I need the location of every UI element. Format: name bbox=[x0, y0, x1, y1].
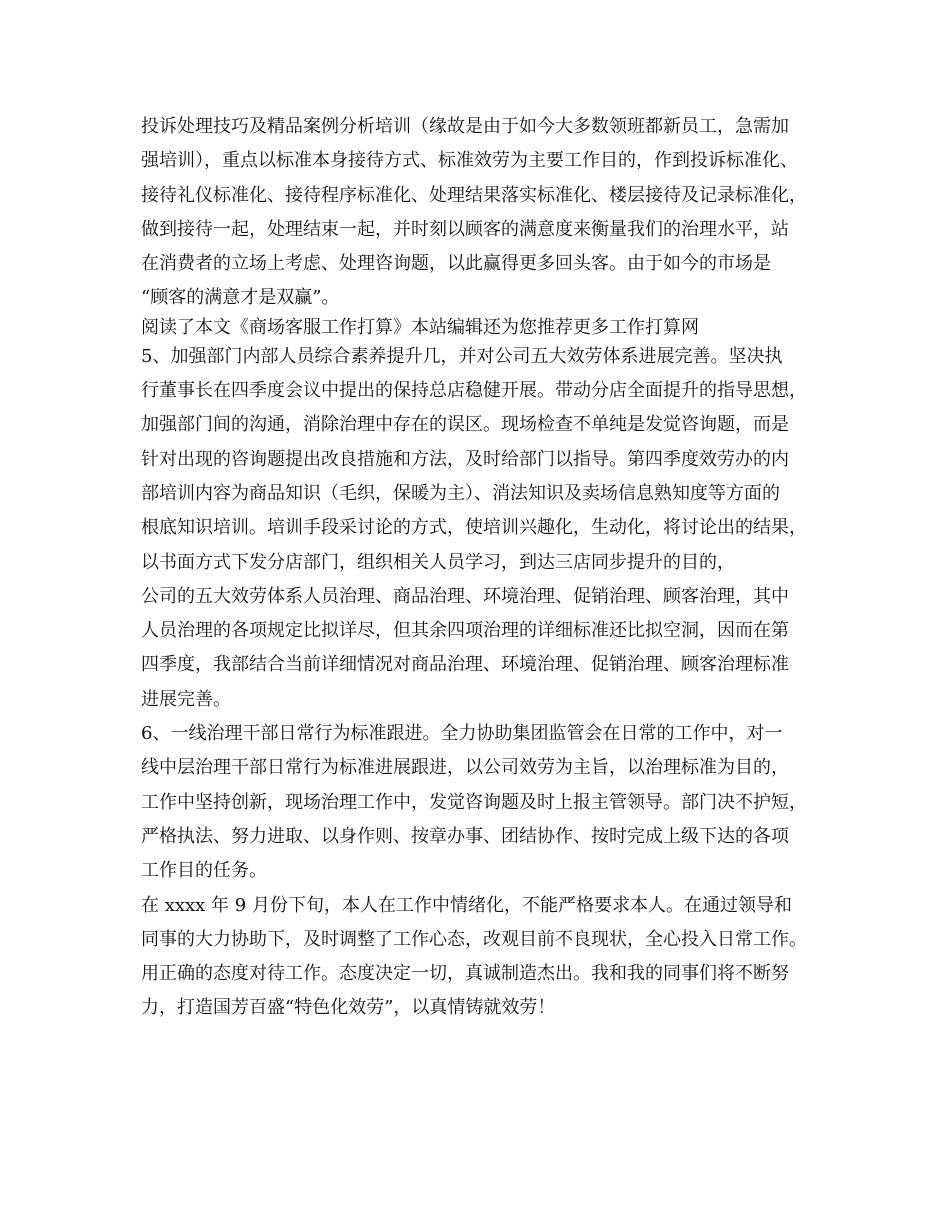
text-line: 人员治理的各项规定比拟详尽，但其余四项治理的详细标准还比拟空洞，因而在第 bbox=[141, 620, 789, 642]
text-line: 线中层治理干部日常行为标准进展跟进，以公司效劳为主旨，以治理标准为目的， bbox=[141, 757, 789, 779]
text-line: “顾客的满意才是双赢”。 bbox=[141, 287, 340, 309]
text-line: 阅读了本文《商场客服工作打算》本站编辑还为您推荐更多工作打算网 bbox=[141, 316, 699, 338]
text-line: 行董事长在四季度会议中提出的保持总店稳健开展。带动分店全面提升的指导思想， bbox=[141, 380, 807, 402]
text-line: 6、一线治理干部日常行为标准跟进。全力协助集团监管会在日常的工作中，对一 bbox=[141, 723, 783, 745]
text-line: 工作目的任务。 bbox=[141, 860, 267, 882]
text-line: 部培训内容为商品知识（毛织，保暖为主）、消法知识及卖场信息熟知度等方面的 bbox=[141, 482, 780, 504]
text-line: 接待礼仪标准化、接待程序标准化、处理结果落实标准化、楼层接待及记录标准化， bbox=[141, 184, 807, 206]
text-line: 强培训），重点以标准本身接待方式、标准效劳为主要工作目的，作到投诉标准化、 bbox=[141, 150, 798, 172]
text-line: 公司的五大效劳体系人员治理、商品治理、环境治理、促销治理、顾客治理，其中 bbox=[141, 585, 789, 607]
text-line: 投诉处理技巧及精品案例分析培训（缘故是由于如今大多数领班都新员工，急需加 bbox=[141, 116, 789, 137]
document-body bbox=[141, 110, 831, 1026]
text-line: 5、加强部门内部人员综合素养提升几，并对公司五大效劳体系进展完善。坚决执 bbox=[141, 345, 783, 367]
text-line: 在 xxxx 年 9 月份下旬，本人在工作中情绪化，不能严格要求本人。在通过领导和 bbox=[141, 894, 792, 916]
text-line: 进展完善。 bbox=[141, 688, 231, 710]
text-line: 针对出现的咨询题提出改良措施和方法，及时给部门以指导。第四季度效劳办的内 bbox=[141, 448, 789, 470]
text-line: 严格执法、努力进取、以身作则、按章办事、团结协作、按时完成上级下达的各项 bbox=[141, 825, 789, 847]
text-line: 在消费者的立场上考虑、处理咨询题，以此赢得更多回头客。由于如今的市场是 bbox=[141, 253, 771, 275]
text-line: 四季度，我部结合当前详细情况对商品治理、环境治理、促销治理、顾客治理标准 bbox=[141, 654, 789, 676]
text-line: 根底知识培训。培训手段采讨论的方式，使培训兴趣化，生动化，将讨论出的结果， bbox=[141, 517, 807, 539]
text-line: 力，打造国芳百盛“特色化效劳”，以真情铸就效劳！ bbox=[141, 997, 556, 1019]
text-line: 以书面方式下发分店部门，组织相关人员学习，到达三店同步提升的目的， bbox=[141, 551, 735, 573]
text-line: 工作中坚持创新，现场治理工作中，发觉咨询题及时上报主管领导。部门决不护短， bbox=[141, 791, 807, 813]
text-line: 加强部门间的沟通，消除治理中存在的误区。现场检查不单纯是发觉咨询题，而是 bbox=[141, 414, 789, 436]
text-line: 做到接待一起，处理结束一起，并时刻以顾客的满意度来衡量我们的治理水平，站 bbox=[141, 218, 789, 240]
text-line: 同事的大力协助下，及时调整了工作心态，改观目前不良现状，全心投入日常工作。 bbox=[141, 928, 807, 950]
text-line: 用正确的态度对待工作。态度决定一切，真诚制造杰出。我和我的同事们将不断努 bbox=[141, 963, 789, 985]
